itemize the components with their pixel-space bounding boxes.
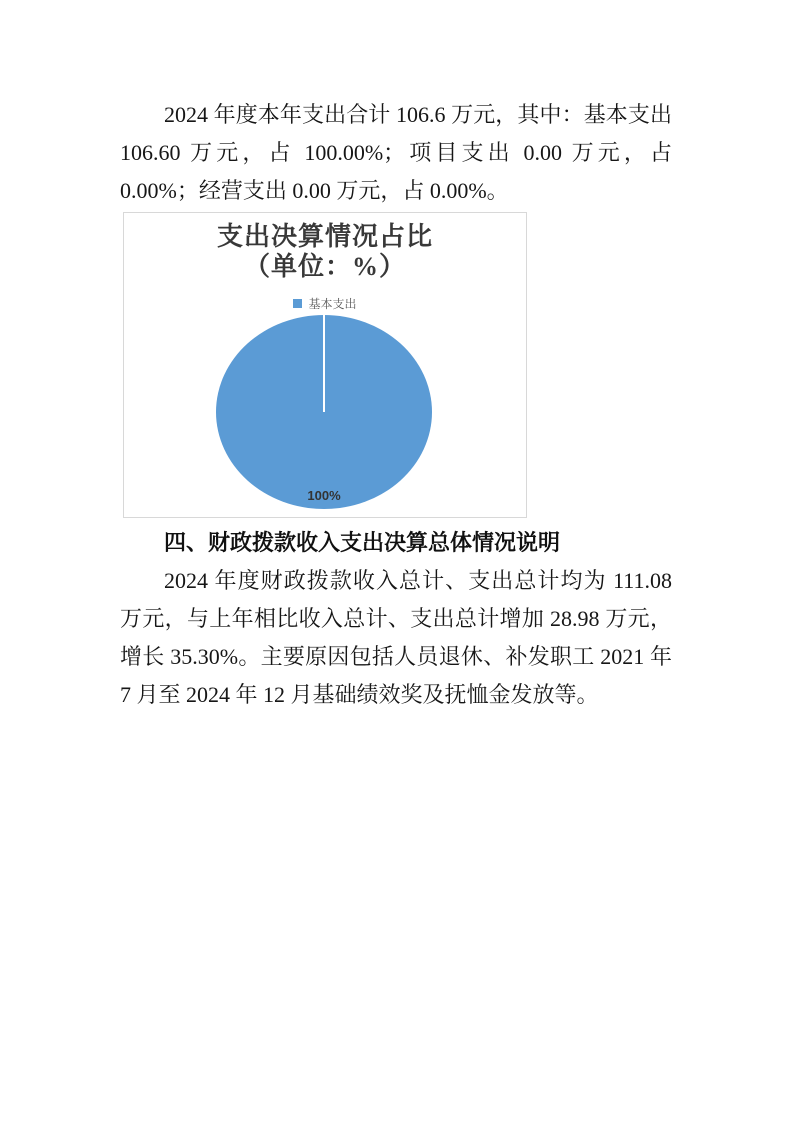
section-heading-fiscal-appropriation: 四、财政拨款收入支出决算总体情况说明 (164, 530, 561, 555)
page-content (120, 96, 672, 714)
chart-title-line1: 支出决算情况占比 (216, 222, 433, 251)
pie-chart-figure (123, 212, 527, 518)
paragraph-fiscal-appropriation-summary: 2024 年度财政拨款收入总计、支出总计均为 111.08 万元，与上年相比收入总计、支出总计增加 28.98 万元，增长 35.30%。主要原因包括人员退休、补发职工 2021 年 7 月至 2024 年 12 月基础绩效奖及抚恤金发放等。 (120, 568, 672, 707)
pie-chart-canvas (124, 213, 526, 517)
legend-label: 基本支出 (308, 297, 357, 311)
paragraph-expenditure-summary: 2024 年度本年支出合计 106.6 万元，其中：基本支出 106.60 万元，占 100.00%；项目支出 0.00 万元，占 0.00%；经营支出 0.00 万元，占 0.00%。 (120, 102, 672, 203)
chart-title-line2: （单位：%） (243, 252, 406, 281)
pie-slice-data-label: 100% (307, 488, 341, 503)
